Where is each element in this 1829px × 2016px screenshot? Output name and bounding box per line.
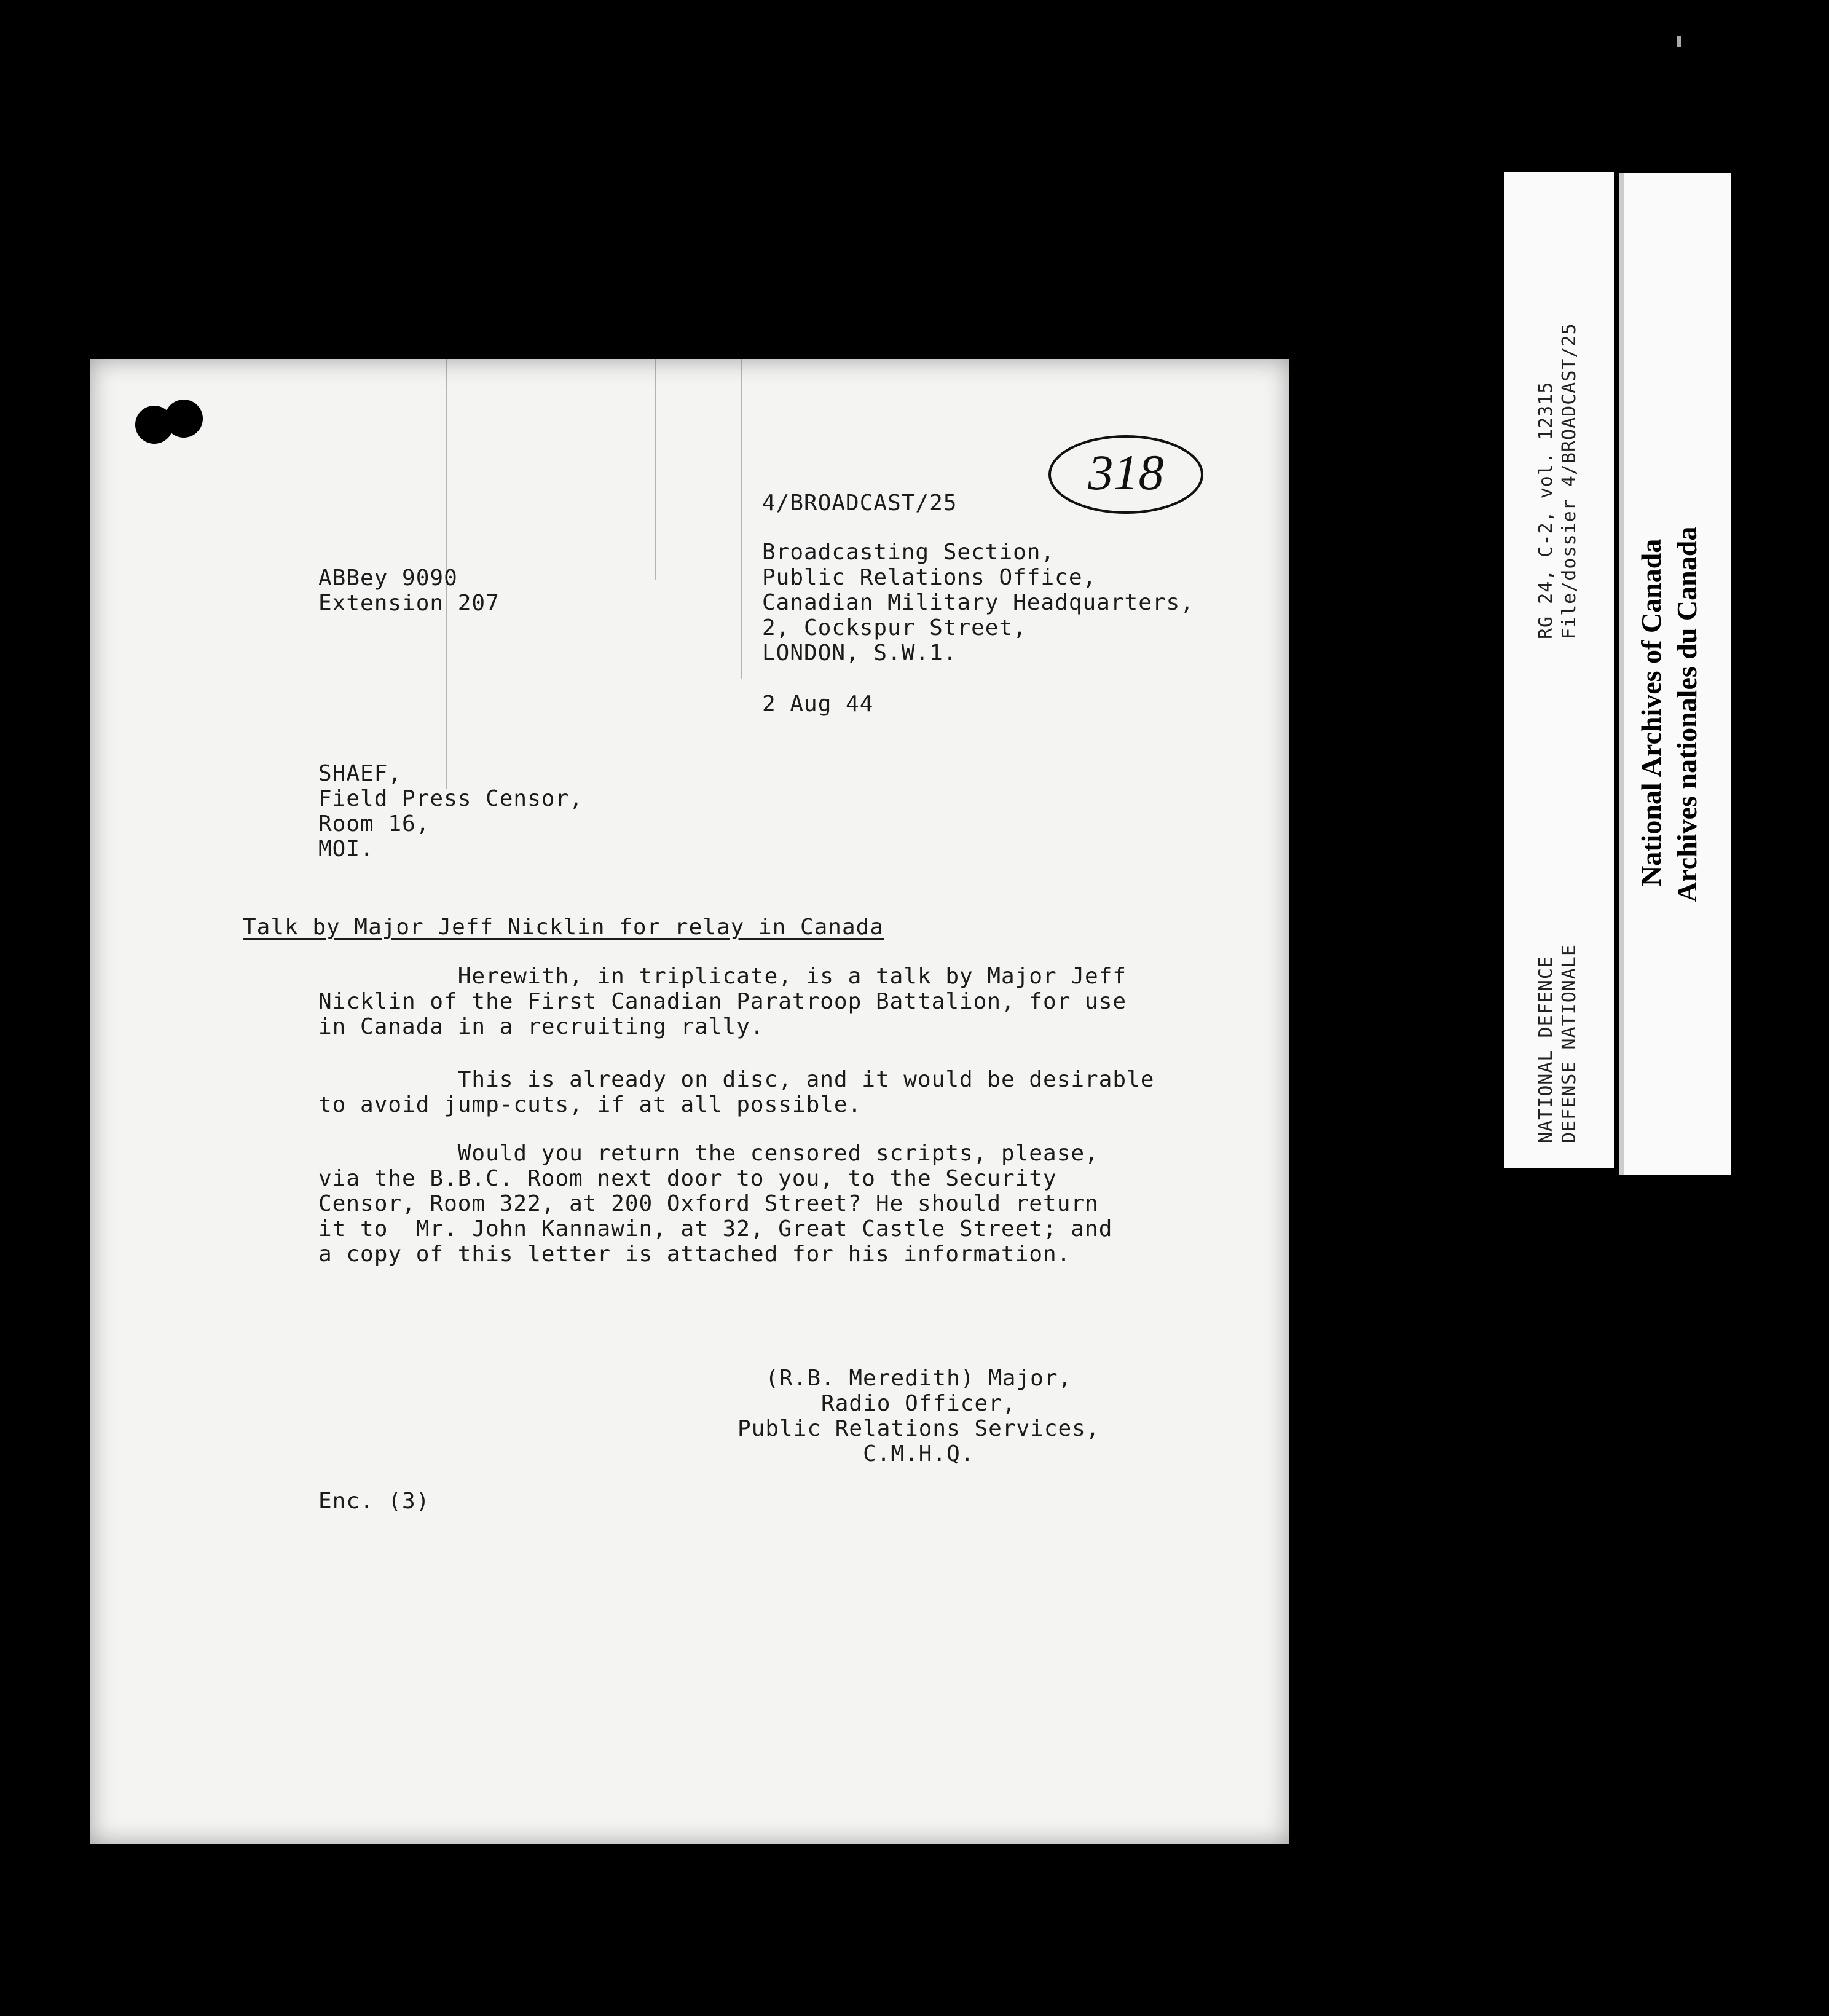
defence-label-line: NATIONAL DEFENCE bbox=[1535, 956, 1557, 1143]
body-line: to avoid jump-cuts, if at all possible. bbox=[318, 1092, 862, 1117]
body-line: via the B.B.C. Room next door to you, to the Security bbox=[318, 1166, 1057, 1191]
letter-subject: Talk by Major Jeff Nicklin for relay in Canada bbox=[243, 915, 884, 940]
body-line: a copy of this letter is attached for his information. bbox=[318, 1242, 1071, 1267]
paper-crease bbox=[655, 359, 656, 580]
archive-reference-line: RG 24, C-2, vol. 12315 bbox=[1535, 381, 1557, 639]
phone-extension: Extension 207 bbox=[318, 591, 500, 616]
body-line: Censor, Room 322, at 200 Oxford Street? He should return bbox=[318, 1191, 1099, 1216]
address-line: Broadcasting Section, bbox=[762, 540, 1055, 565]
paper-crease bbox=[741, 359, 742, 679]
signature-line: Public Relations Services, bbox=[738, 1416, 1100, 1441]
address-line: 2, Cockspur Street, bbox=[762, 615, 1027, 640]
corner-mark bbox=[1677, 36, 1682, 47]
address-line: LONDON, S.W.1. bbox=[762, 640, 958, 666]
folio-circle-icon bbox=[1045, 430, 1208, 516]
recipient-line: MOI. bbox=[318, 837, 374, 862]
signature-block bbox=[738, 1366, 1100, 1467]
punch-hole-icon bbox=[165, 400, 203, 438]
archives-name-en: National Archives of Canada bbox=[1635, 538, 1667, 886]
recipient-address bbox=[318, 761, 583, 862]
folio-stamp bbox=[1045, 430, 1208, 516]
recipient-line: SHAEF, bbox=[318, 761, 403, 786]
archive-reference-label bbox=[1504, 172, 1614, 1168]
phone-number: ABBey 9090 bbox=[318, 565, 458, 591]
recipient-line: Room 16, bbox=[318, 811, 430, 837]
recipient-line: Field Press Censor, bbox=[318, 786, 583, 811]
letter-date: 2 Aug 44 bbox=[762, 691, 874, 717]
body-line: it to Mr. John Kannawin, at 32, Great Castle Street; and bbox=[318, 1216, 1113, 1242]
archives-name-fr: Archives nationales du Canada bbox=[1671, 526, 1702, 902]
file-reference: 4/BROADCAST/25 bbox=[762, 490, 958, 516]
signature-line: Radio Officer, bbox=[821, 1391, 1017, 1416]
archive-reference-line: File/dossier 4/BROADCAST/25 bbox=[1559, 323, 1580, 639]
signature-line: C.M.H.Q. bbox=[863, 1441, 975, 1467]
body-paragraph bbox=[318, 1067, 1154, 1117]
body-line: Herewith, in triplicate, is a talk by Major Jeff bbox=[318, 964, 1127, 989]
body-line: Would you return the censored scripts, please, bbox=[318, 1141, 1099, 1166]
sender-address bbox=[762, 540, 1194, 666]
body-line: in Canada in a recruiting rally. bbox=[318, 1014, 765, 1039]
body-line: Nicklin of the First Canadian Paratroop Battalion, for use bbox=[318, 989, 1127, 1014]
folio-number: 318 bbox=[1088, 444, 1164, 500]
body-paragraph bbox=[318, 1141, 1112, 1267]
address-line: Canadian Military Headquarters, bbox=[762, 590, 1194, 615]
defence-label-line: DEFENSE NATIONALE bbox=[1559, 943, 1580, 1143]
phone-block bbox=[318, 565, 500, 616]
archives-canada-label bbox=[1619, 173, 1731, 1175]
body-paragraph bbox=[318, 964, 1127, 1039]
address-line: Public Relations Office, bbox=[762, 565, 1097, 590]
body-line: This is already on disc, and it would be desirable bbox=[318, 1067, 1155, 1092]
signature-line: (R.B. Meredith) Major, bbox=[765, 1366, 1072, 1391]
enclosure-note: Enc. (3) bbox=[318, 1489, 430, 1514]
